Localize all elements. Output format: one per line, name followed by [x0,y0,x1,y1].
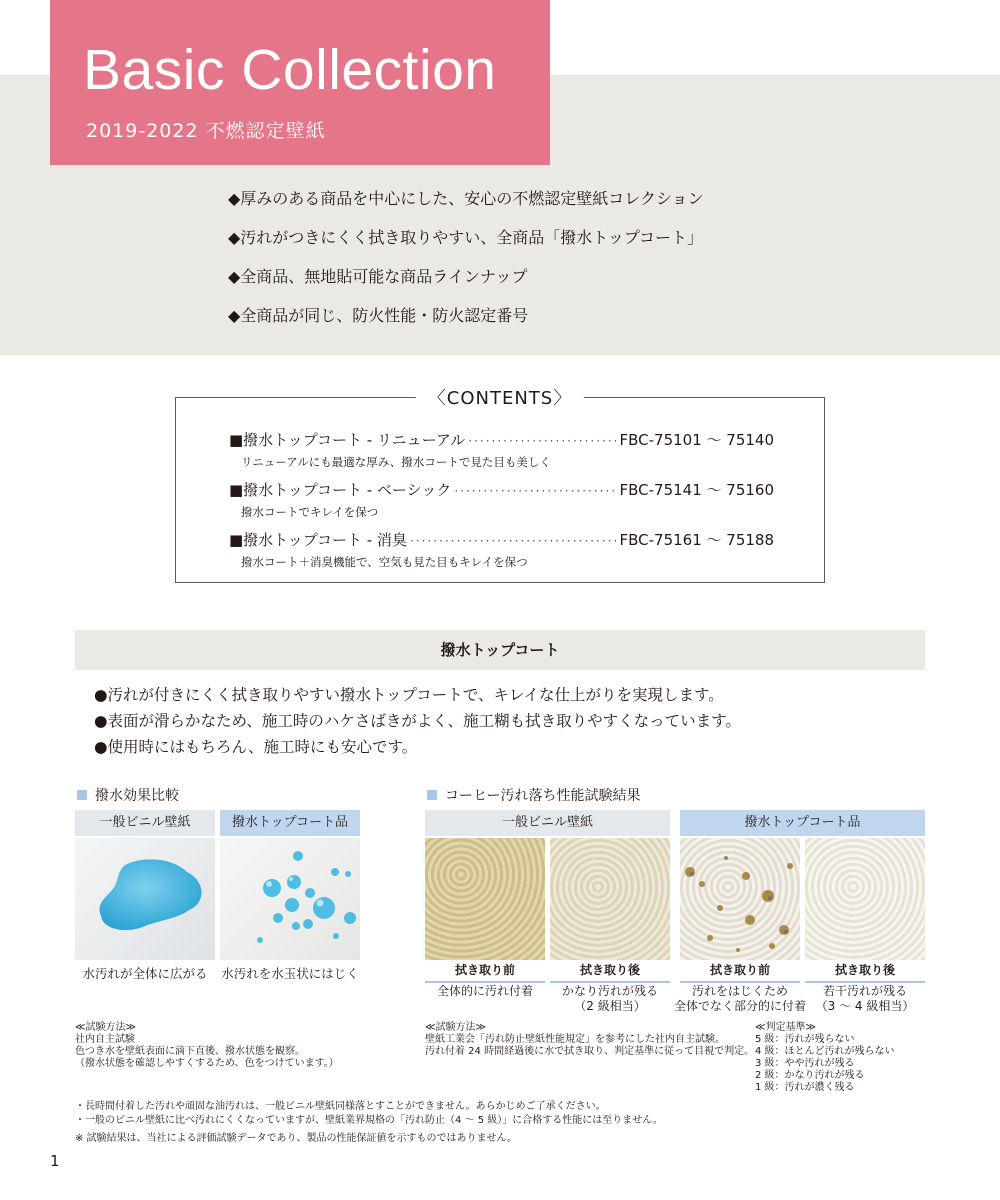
page-title: Basic Collection [83,38,497,102]
plain-after-photo [550,838,670,960]
coated-before-photo [680,838,800,960]
coffee-test-heading [427,785,640,805]
page-subtitle: 2019-2022 不燃認定壁紙 [86,120,326,142]
contents-item [229,429,774,470]
bullet-item: ●表面が滑らかなため、施工時のハケさばきがよく、施工糊も拭き取りやすくなっています。 [94,712,741,730]
feature-item: ◆全商品が同じ、防火性能・防火認定番号 [228,306,529,325]
coated-after-label: 拭き取り後 [805,961,925,983]
contents-title: 〈CONTENTS〉 [416,384,584,410]
footnotes: ・長時間付着した汚れや頑固な油汚れは、一般ビニル壁紙同様落とすことができません。あらかじめご了承ください。 ・一般のビニル壁紙に比べ汚れにくくなっていますが、壁紙業界規格の「汚れ防止（4 ～ 5 級）」に合格する性能には至りません。 ※ 試験結果は、当社による評価試験データであり、製品の性能保証値を示すものではありません。 [75,1101,663,1144]
feature-item: ◆汚れがつきにくく拭き取りやすい、全商品「撥水トップコート」 [228,228,704,247]
water-left-caption: 水汚れが全体に広がる [82,966,208,981]
contents-box [175,388,825,583]
feature-item: ◆厚みのある商品を中心にした、安心の不燃認定壁紙コレクション [228,189,704,208]
coated-before-label: 拭き取り前 [680,961,800,983]
water-test-method: ≪試験方法≫ 社内自主試験 色つき水を壁紙表面に滴下直後、撥水状態を観察。 （撥水状態を確認しやすくするため、色をつけています。） [75,1022,339,1069]
contents-item-desc: リニューアルにも最適な厚み、撥水コートで見た目も美しく [241,455,551,469]
coated-wallpaper-water-photo [220,838,360,960]
square-bullet-icon [427,790,437,800]
contents-item-desc: 撥水コート＋消臭機能で、空気も見た目もキレイを保つ [241,555,528,569]
plain-after-label: 拭き取り後 [550,961,670,983]
coffee-test-heading-text: コーヒー汚れ落ち性能試験結果 [445,788,641,804]
plain-after-result: かなり汚れが残る （2 級相当） [561,984,658,1013]
plain-before-label: 拭き取り前 [425,961,545,983]
section-title: 撥水トップコート [75,630,925,670]
contents-item-name: ■撥水トップコート - リニューアル [229,431,466,449]
water-test-heading-text: 撥水効果比較 [95,788,179,804]
judgement-criteria: ≪判定基準≫ 5 級：汚れが残らない 4 級：ほとんど汚れが残らない 3 級：やや汚れが残る 2 級：かなり汚れが残る 1 級：汚れが濃く残る [755,1022,895,1093]
coffee-left-label: 一般ビニル壁紙 [425,810,670,836]
coated-after-result: 若干汚れが残る （3 ～ 4 級相当） [815,984,915,1013]
plain-wallpaper-water-photo [75,838,215,960]
leader-dots [410,534,617,548]
feature-item: ◆全商品、無地貼可能な商品ラインナップ [228,267,528,286]
contents-item-code: FBC-75101 ～ 75140 [619,431,774,449]
section-bullets [94,684,741,762]
bullet-item: ●汚れが付きにくく拭き取りやすい撥水トップコートで、キレイな仕上がりを実現します。 [94,686,724,704]
leader-dots [454,484,616,498]
contents-item-code: FBC-75161 ～ 75188 [619,531,774,549]
plain-before-result: 全体的に汚れ付着 [436,984,533,998]
water-left-label: 一般ビニル壁紙 [75,810,215,836]
coated-before-result: 汚れをはじくため 全体でなく部分的に付着 [673,984,806,1013]
contents-item-code: FBC-75141 ～ 75160 [619,481,774,499]
contents-item [229,529,774,570]
bullet-item: ●使用時にはもちろん、施工時にも安心です。 [94,738,418,756]
title-box [50,0,550,165]
feature-list [228,186,704,342]
water-right-caption: 水汚れを水玉状にはじく [221,966,359,981]
water-right-label: 撥水トップコート品 [220,810,360,836]
contents-item [229,479,774,520]
water-test-heading [77,785,179,805]
coffee-test-method: ≪試験方法≫ 壁紙工業会「汚れ防止壁紙性能規定」を参考にした社内自主試験。 汚れ付着 24 時間経過後に水で拭き取り、判定基準に従って目視で判定。 [425,1022,755,1057]
contents-item-name: ■撥水トップコート - 消臭 [229,531,407,549]
square-bullet-icon [77,790,87,800]
contents-item-name: ■撥水トップコート - ベーシック [229,481,452,499]
contents-item-desc: 撥水コートでキレイを保つ [241,505,379,519]
page-number: 1 [50,1152,60,1170]
leader-dots [468,434,616,448]
plain-before-photo [425,838,545,960]
coffee-right-label: 撥水トップコート品 [680,810,925,836]
coated-after-photo [805,838,925,960]
